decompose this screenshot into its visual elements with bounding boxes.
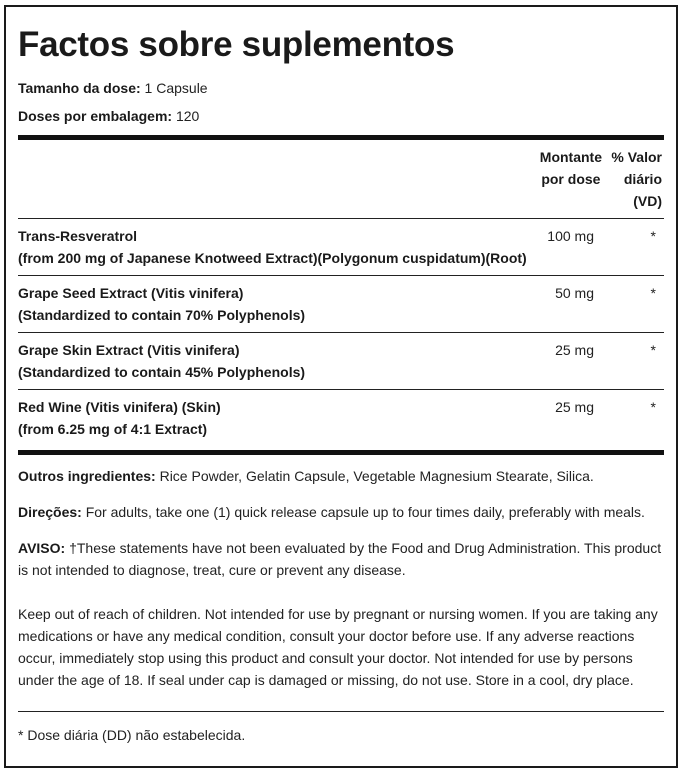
- dv-header-line3: (VD): [633, 193, 662, 209]
- panel-title: Factos sobre suplementos: [18, 25, 455, 64]
- keep-out-text: Keep out of reach of children. Not intended for use by pregnant or nursing women. If you are taking any medications or have any medical condition, consult your doctor before use. If any adverse reactions occur, immediately stop using this product and consult your doctor. Not intended for use by persons under the age of 18. If seal under cap is damaged or missing, do not use. Store in a cool, dry place.: [18, 606, 658, 688]
- ingredient-name: [18, 282, 538, 326]
- ingredient-dv: *: [650, 399, 656, 415]
- ingredient-line1: Red Wine (Vitis vinifera) (Skin): [18, 399, 221, 415]
- ingredient-line2: (from 6.25 mg of 4:1 Extract): [18, 421, 208, 437]
- amount-header-line2: por dose: [541, 171, 601, 187]
- thick-divider-bottom: [18, 450, 664, 455]
- ingredient-dv: *: [650, 342, 656, 358]
- other-ingredients-label: Outros ingredientes:: [18, 468, 156, 484]
- ingredient-dv: *: [650, 285, 656, 301]
- ingredient-row: [18, 276, 664, 332]
- ingredient-amount: 100 mg: [547, 228, 594, 244]
- servings-per-label: Doses por embalagem:: [18, 108, 173, 124]
- directions: [18, 501, 664, 523]
- column-header: [18, 140, 664, 218]
- ingredient-row: [18, 333, 664, 389]
- ingredient-name: [18, 339, 538, 383]
- ingredient-line2: (Standardized to contain 70% Polyphenols): [18, 307, 306, 323]
- footnote: * Dose diária (DD) não estabelecida.: [18, 727, 246, 743]
- serving-size: [18, 79, 664, 97]
- ingredient-row: [18, 219, 664, 275]
- amount-header-line1: Montante: [539, 149, 602, 165]
- ingredient-row: [18, 390, 664, 446]
- warning-text: †These statements have not been evaluated by the Food and Drug Administration. This product is not intended to diagnose, treat, cure or prevent any disease.: [18, 540, 662, 578]
- other-ingredients: [18, 465, 664, 487]
- supplement-facts-panel: [4, 5, 678, 768]
- ingredient-dv: *: [650, 228, 656, 244]
- dv-header-line2: diário: [623, 171, 662, 187]
- servings-per-value: 120: [175, 108, 200, 124]
- ingredient-name: [18, 396, 538, 440]
- divider: [18, 711, 664, 712]
- servings-per-container: [18, 107, 664, 125]
- dv-header-line1: % Valor: [611, 149, 662, 165]
- ingredient-line2: (from 200 mg of Japanese Knotweed Extract)(Polygonum cuspidatum)(Root): [18, 250, 527, 266]
- ingredient-amount: 25 mg: [555, 342, 594, 358]
- ingredient-amount: 50 mg: [555, 285, 594, 301]
- warning-label: AVISO:: [18, 540, 66, 556]
- serving-size-value: 1 Capsule: [144, 80, 208, 96]
- ingredient-line1: Trans-Resveratrol: [18, 228, 138, 244]
- directions-text: For adults, take one (1) quick release capsule up to four times daily, preferably with meals.: [85, 504, 645, 520]
- ingredient-line2: (Standardized to contain 45% Polyphenols): [18, 364, 306, 380]
- ingredient-amount: 25 mg: [555, 399, 594, 415]
- directions-label: Direções:: [18, 504, 82, 520]
- other-ingredients-text: Rice Powder, Gelatin Capsule, Vegetable Magnesium Stearate, Silica.: [159, 468, 594, 484]
- serving-size-label: Tamanho da dose:: [18, 80, 141, 96]
- ingredient-line1: Grape Skin Extract (Vitis vinifera): [18, 342, 240, 358]
- ingredient-name: [18, 225, 538, 269]
- ingredient-line1: Grape Seed Extract (Vitis vinifera): [18, 285, 244, 301]
- daily-value-header: [611, 146, 662, 212]
- amount-per-serving-header: [540, 146, 602, 190]
- warning: [18, 537, 664, 581]
